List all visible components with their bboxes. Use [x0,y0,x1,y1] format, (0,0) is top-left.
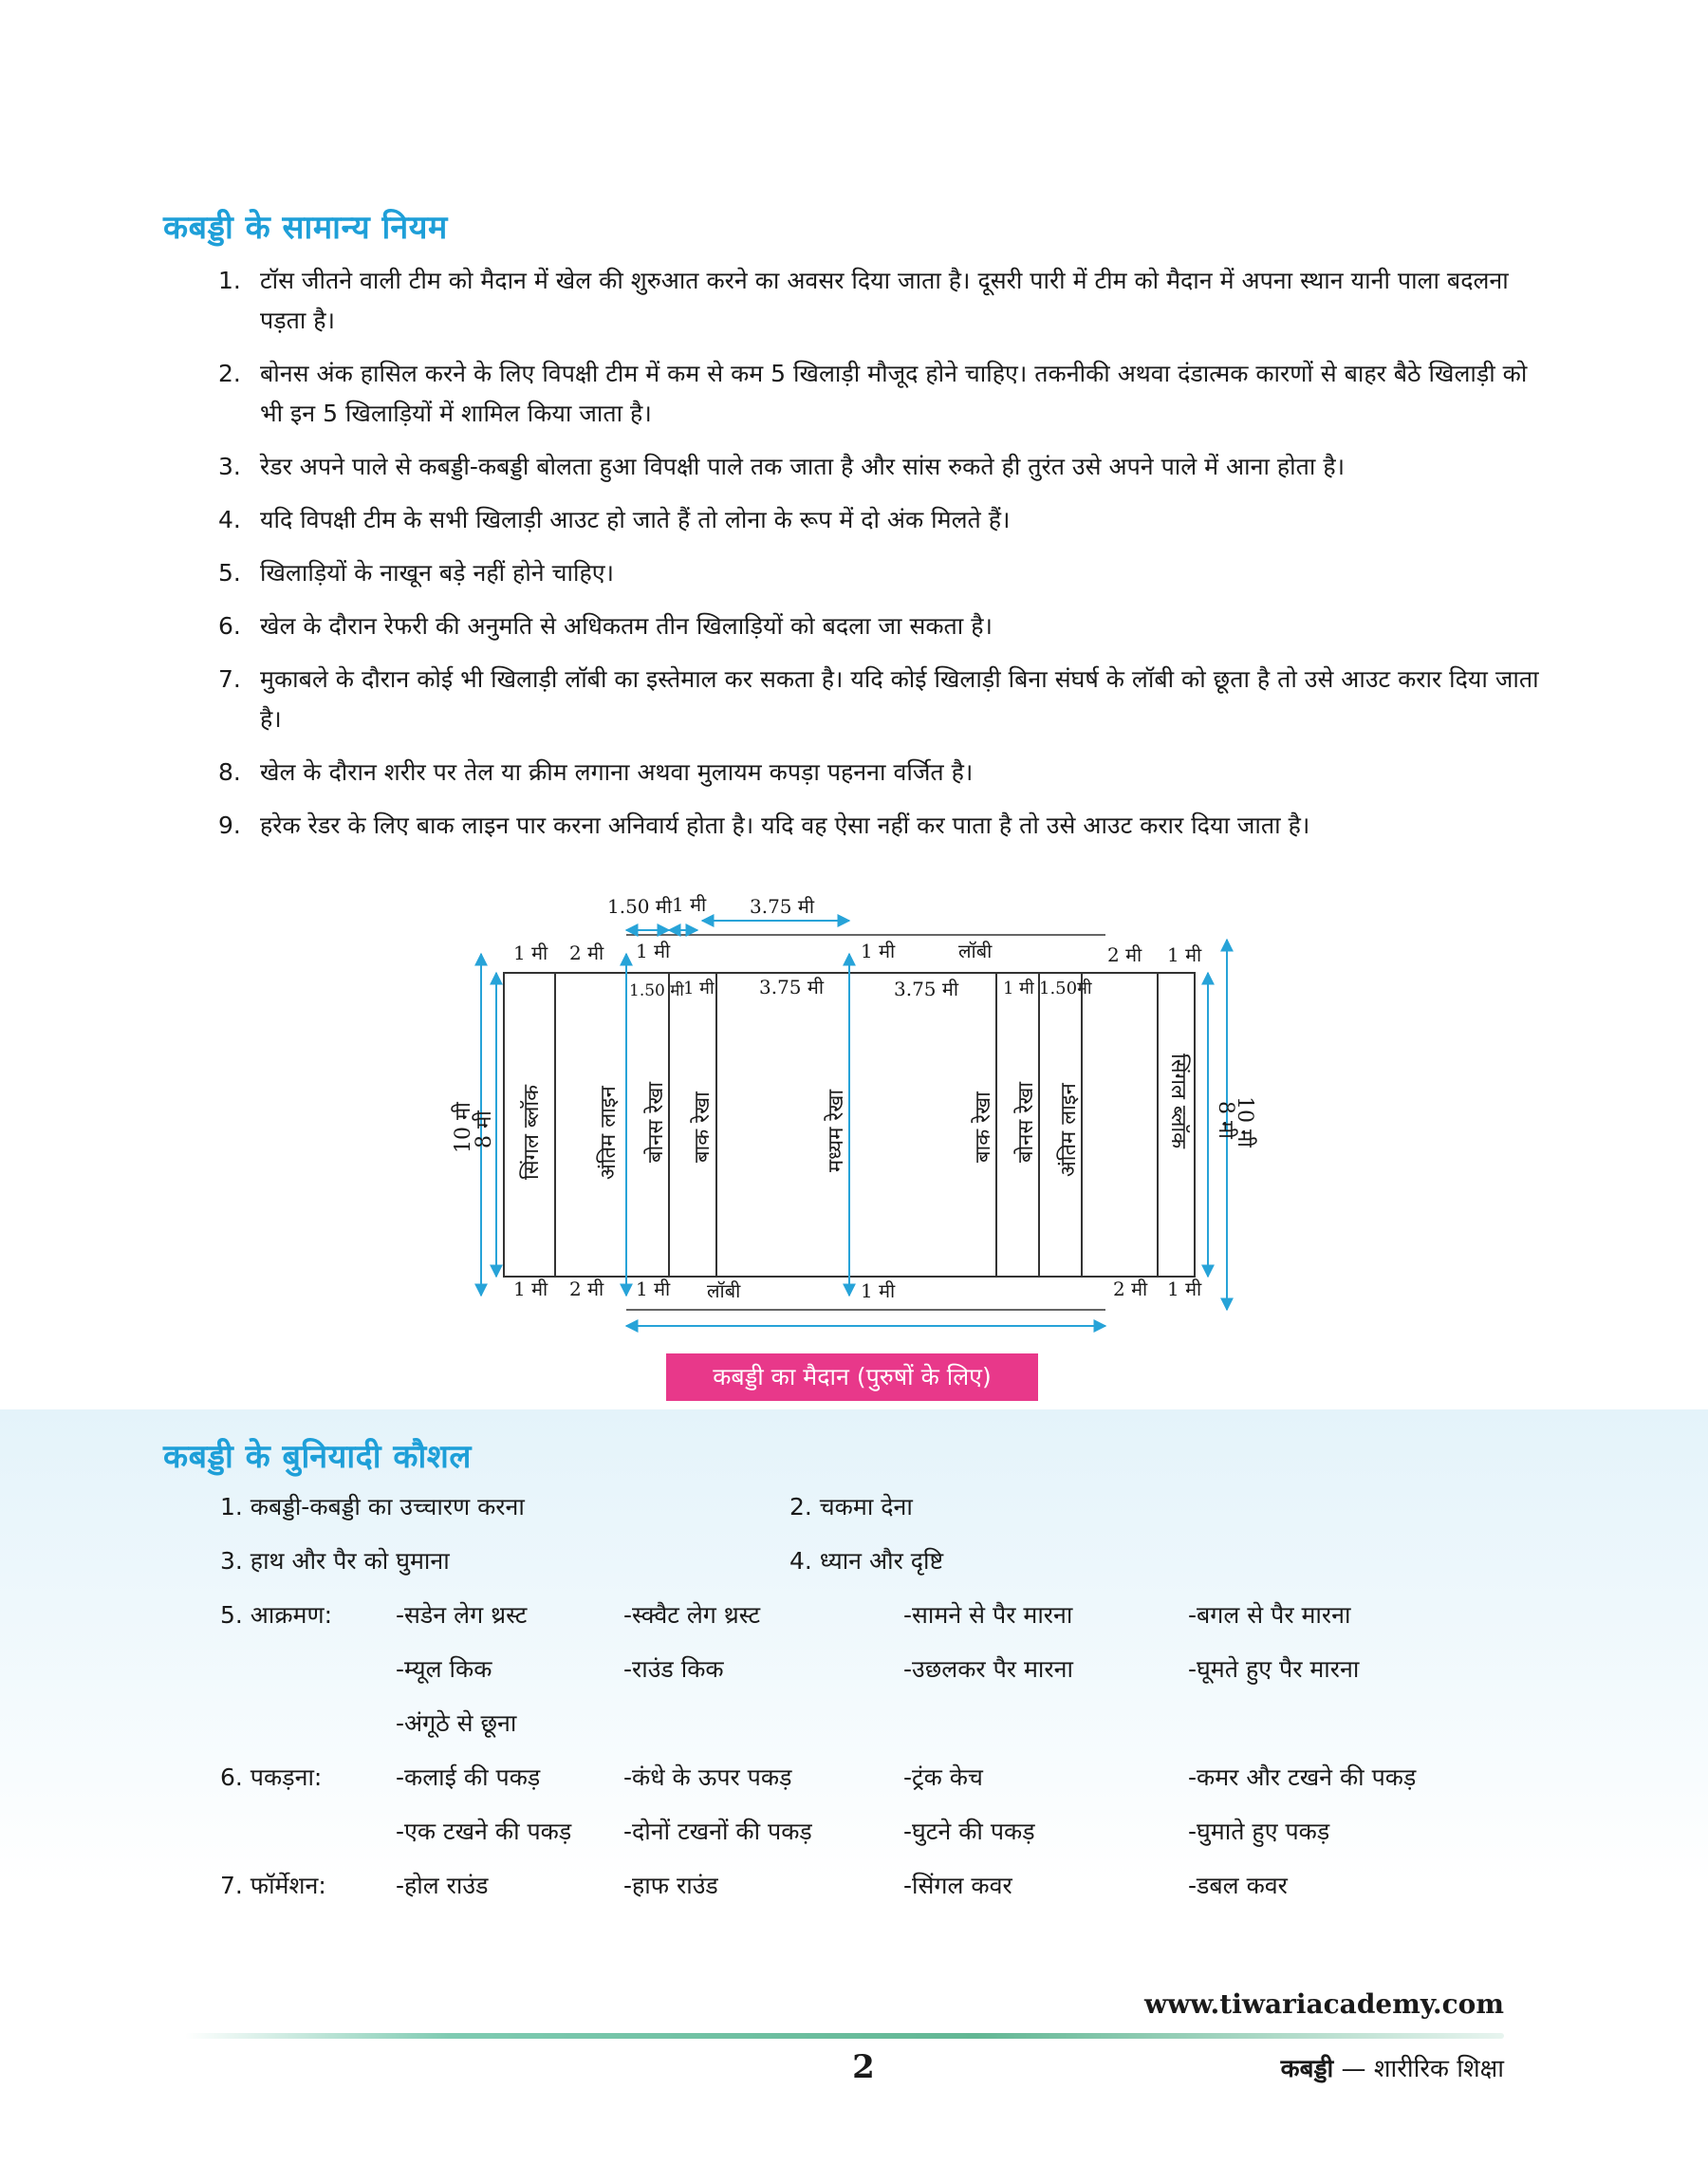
rule-number: 8. [218,758,241,786]
dim-label: 8 मी [473,1110,496,1148]
skill-subitem: -हाफ राउंड [623,1872,718,1899]
dim-label: 1.50मी [1039,979,1092,998]
dim-label: 1 मी [513,1278,548,1300]
skill-subitem: -अंगूठे से छूना [396,1709,517,1737]
skill-subitem: -घुमाते हुए पकड़ [1188,1818,1330,1845]
rule-number: 9. [218,812,241,839]
rule-number: 4. [218,506,241,533]
rule-item [218,660,1542,739]
rule-number: 6. [218,612,241,640]
dim-label: 2 मी [1113,1278,1148,1300]
skill-row [220,1488,1568,1542]
dim-label: 2 मी [569,1278,604,1300]
rules-list [218,261,1542,859]
skill-subitem: -घूमते हुए पैर मारना [1188,1655,1360,1683]
dim-label: 3.75 मी [750,895,815,918]
skill-subitem: -होल राउंड [396,1872,489,1899]
skill-subitem: -दोनों टखनों की पकड़ [623,1818,812,1845]
skill-subitem: -सडेन लेग थ्रस्ट [396,1601,528,1629]
skill-item: 2. चकमा देना [789,1493,913,1521]
rule-text: यदि विपक्षी टीम के सभी खिलाड़ी आउट हो जाते हैं तो लोना के रूप में दो अंक मिलते हैं। [260,506,1011,533]
dim-label: 10 मी [1233,1096,1256,1147]
line-label-baulk: बाक रेखा [972,1092,995,1163]
rule-number: 1. [218,267,241,294]
footer-url: www.tiwariacademy.com [1144,1988,1504,2020]
line-label-single-block: सिंगल ब्लॉक [1166,1054,1190,1149]
skill-subitem: -उछलकर पैर मारना [903,1655,1073,1683]
rule-item [218,500,1542,540]
footer-subject-bold: कबड्डी [1280,2055,1334,2083]
skill-item: 1. कबड्डी-कबड्डी का उच्चारण करना [220,1493,525,1521]
rule-number: 7. [218,665,241,693]
kabaddi-court-diagram [432,878,1267,1343]
skill-row-attack [220,1596,1568,1651]
dim-label: 10 मी [452,1102,475,1153]
skill-subitem: -डबल कवर [1188,1872,1288,1899]
rule-text: रेडर अपने पाले से कबड्डी-कबड्डी बोलता हुआ विपक्षी पाले तक जाता है और सांस रुकते ही तुरंत उसे अपने पाले में आना होता है। [260,453,1346,480]
dim-label: 1 मी [1003,979,1034,998]
rule-item [218,753,1542,793]
court-caption: कबड्डी का मैदान (पुरुषों के लिए) [666,1353,1038,1401]
skill-category-label: 5. आक्रमण: [220,1601,332,1629]
skill-subitem: -राउंड किक [623,1655,724,1683]
lobby-label-top: लॉबी [958,940,993,962]
footer-divider [185,2033,1504,2039]
line-label-bonus: बोनस रेखा [1014,1081,1038,1163]
lobby-label-bottom: लॉबी [707,1279,741,1302]
rule-item [218,553,1542,593]
rule-text: खिलाड़ियों के नाखून बड़े नहीं होने चाहिए। [260,559,615,587]
rule-number: 2. [218,360,241,387]
dim-label: 1 मी [672,893,707,916]
skill-row-hold [220,1813,1568,1867]
skill-category-label: 6. पकड़ना: [220,1763,323,1791]
dim-label: 1 मी [636,1278,671,1300]
rule-item [218,806,1542,846]
skill-subitem: -एक टखने की पकड़ [396,1818,572,1845]
skills-heading: कबड्डी के बुनियादी कौशल [163,1438,472,1476]
skill-item: 4. ध्यान और दृष्टि [789,1547,944,1575]
dim-label: 1 मी [861,940,896,962]
line-label-end: अंतिम लाइन [1057,1083,1081,1177]
rules-heading: कबड्डी के सामान्य नियम [163,209,448,247]
rule-text: टॉस जीतने वाली टीम को मैदान में खेल की शुरुआत करने का अवसर दिया जाता है। दूसरी पारी में टीम को मैदान में अपना स्थान यानी पाला बदलना पड़ता है। [260,267,1509,334]
skill-category-label: 7. फॉर्मेशन: [220,1872,326,1899]
dim-label: 1 मी [636,940,671,962]
rule-number: 5. [218,559,241,587]
footer-subject [1153,2050,1504,2084]
dim-label: 1.50 मी [629,981,684,1000]
skill-row-hold [220,1759,1568,1813]
skill-row-attack [220,1651,1568,1705]
dim-label: 3.75 मी [759,976,825,998]
skill-row [220,1542,1568,1596]
dim-label: 2 मी [569,942,604,964]
rule-number: 3. [218,453,241,480]
dim-label: 3.75 मी [894,978,959,1000]
footer-subject-rest: — शारीरिक शिक्षा [1333,2055,1504,2083]
skill-row-attack [220,1705,1568,1759]
skill-subitem: -ट्रंक केच [903,1763,983,1791]
dim-label: 1 मी [1167,1278,1202,1300]
skill-subitem: -घुटने की पकड़ [903,1818,1035,1845]
skill-subitem: -कंधे के ऊपर पकड़ [623,1763,792,1791]
rule-text: हरेक रेडर के लिए बाक लाइन पार करना अनिवार्य होता है। यदि वह ऐसा नहीं कर पाता है तो उसे आउट करार दिया जाता है। [260,812,1310,839]
rule-item [218,606,1542,646]
rule-item [218,447,1542,487]
rule-item [218,261,1542,341]
skill-item: 3. हाथ और पैर को घुमाना [220,1547,450,1575]
rule-text: खेल के दौरान रेफरी की अनुमति से अधिकतम तीन खिलाड़ियों को बदला जा सकता है। [260,612,993,640]
skill-subitem: -म्यूल किक [396,1655,492,1683]
skill-subitem: -बगल से पैर मारना [1188,1601,1351,1629]
skill-subitem: -सिंगल कवर [903,1872,1012,1899]
dim-label: 2 मी [1107,943,1142,966]
dim-label: 1 मी [1167,943,1202,966]
rule-text: खेल के दौरान शरीर पर तेल या क्रीम लगाना अथवा मुलायम कपड़ा पहनना वर्जित है। [260,758,974,786]
dim-label: 1.50 मी [607,895,673,918]
rule-text: मुकाबले के दौरान कोई भी खिलाड़ी लॉबी का इस्तेमाल कर सकता है। यदि कोई खिलाड़ी बिना संघर्ष के लॉबी को छूता है तो उसे आउट करार दिया जाता है। [260,665,1539,733]
line-label-end: अंतिम लाइन [597,1086,621,1180]
rule-item [218,354,1542,434]
dim-label: 1 मी [683,979,715,998]
skill-subitem: -कमर और टखने की पकड़ [1188,1763,1417,1791]
dim-label: 1 मी [861,1279,896,1302]
line-label-single-block: सिंगल ब्लॉक [520,1084,544,1180]
skill-row-formation [220,1867,1568,1921]
skills-list [220,1488,1568,1921]
skill-subitem: -कलाई की पकड़ [396,1763,541,1791]
dim-label: 1 मी [513,942,548,964]
skill-subitem: -सामने से पैर मारना [903,1601,1073,1629]
line-label-bonus: बोनस रेखा [644,1081,668,1163]
rule-text: बोनस अंक हासिल करने के लिए विपक्षी टीम में कम से कम 5 खिलाड़ी मौजूद होने चाहिए। तकनीकी अथवा दंडात्मक कारणों से बाहर बैठे खिलाड़ी को भी इन 5 खिलाड़ियों में शामिल किया जाता है। [260,360,1528,427]
page-number: 2 [852,2048,875,2086]
dim-label: 8 मी [1214,1101,1237,1139]
court-svg [432,878,1267,1343]
line-label-baulk: बाक रेखा [691,1092,715,1163]
line-label-middle: मध्यम रेखा [825,1089,848,1172]
skill-subitem: -स्क्वैट लेग थ्रस्ट [623,1601,761,1629]
